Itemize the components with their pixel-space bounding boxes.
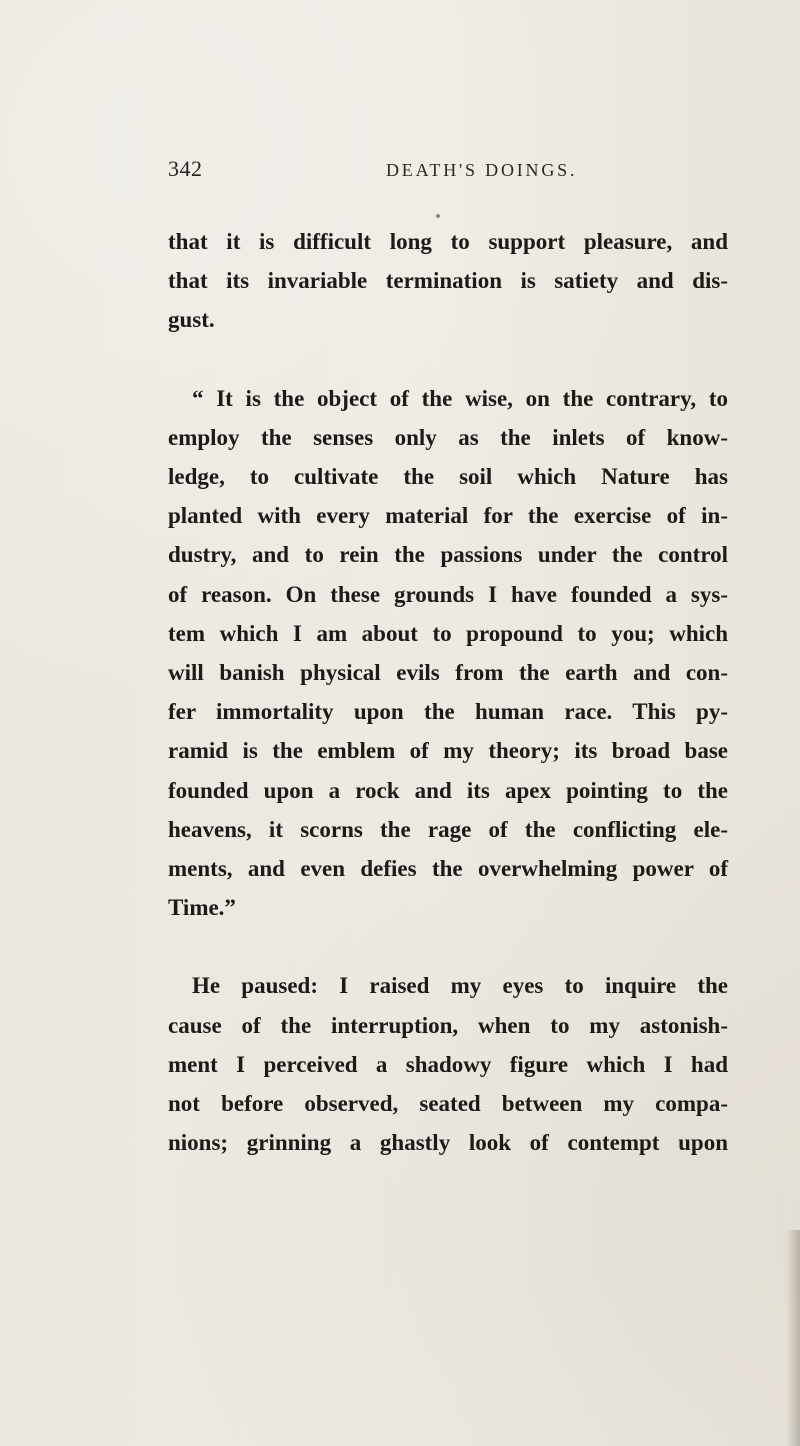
paragraph-spacer bbox=[168, 927, 728, 966]
text-line: founded upon a rock and its apex pointing to the bbox=[168, 777, 728, 803]
text-line: fer immortality upon the human race. This py- bbox=[168, 699, 728, 725]
page-header bbox=[168, 156, 728, 200]
ink-dot bbox=[436, 214, 440, 218]
text-line: heavens, it scorns the rage of the conflicting ele- bbox=[168, 816, 728, 842]
text-line: planted with every material for the exercise of in- bbox=[168, 503, 728, 529]
text-line: that its invariable termination is satiety and dis- bbox=[168, 268, 728, 294]
text-line: “ It is the object of the wise, on the contrary, to bbox=[192, 385, 728, 411]
paragraph-spacer bbox=[168, 340, 728, 379]
text-line: nions; grinning a ghastly look of contempt upon bbox=[168, 1130, 728, 1156]
running-head: DEATH'S DOINGS. bbox=[386, 160, 578, 180]
text-line: gust. bbox=[168, 307, 215, 333]
text-line: dustry, and to rein the passions under the control bbox=[168, 542, 728, 568]
text-line: employ the senses only as the inlets of know- bbox=[168, 424, 728, 450]
text-line: ledge, to cultivate the soil which Nature has bbox=[168, 464, 728, 490]
text-line: He paused: I raised my eyes to inquire the bbox=[192, 973, 728, 999]
text-line: ment I perceived a shadowy figure which I had bbox=[168, 1051, 728, 1077]
body-text bbox=[168, 222, 728, 1162]
page-number: 342 bbox=[168, 156, 203, 181]
text-line: Time.” bbox=[168, 895, 236, 921]
text-line: cause of the interruption, when to my astonish- bbox=[168, 1012, 728, 1038]
text-line: will banish physical evils from the earth and con- bbox=[168, 660, 728, 686]
page-edge-shadow bbox=[786, 1230, 800, 1446]
text-line: of reason. On these grounds I have founded a sys- bbox=[168, 581, 728, 607]
text-line: that it is difficult long to support pleasure, and bbox=[168, 229, 728, 254]
text-line: not before observed, seated between my compa- bbox=[168, 1091, 728, 1117]
text-line: tem which I am about to propound to you; which bbox=[168, 620, 728, 646]
text-line: ments, and even defies the overwhelming power of bbox=[168, 856, 728, 882]
text-line: ramid is the emblem of my theory; its broad base bbox=[168, 738, 728, 764]
